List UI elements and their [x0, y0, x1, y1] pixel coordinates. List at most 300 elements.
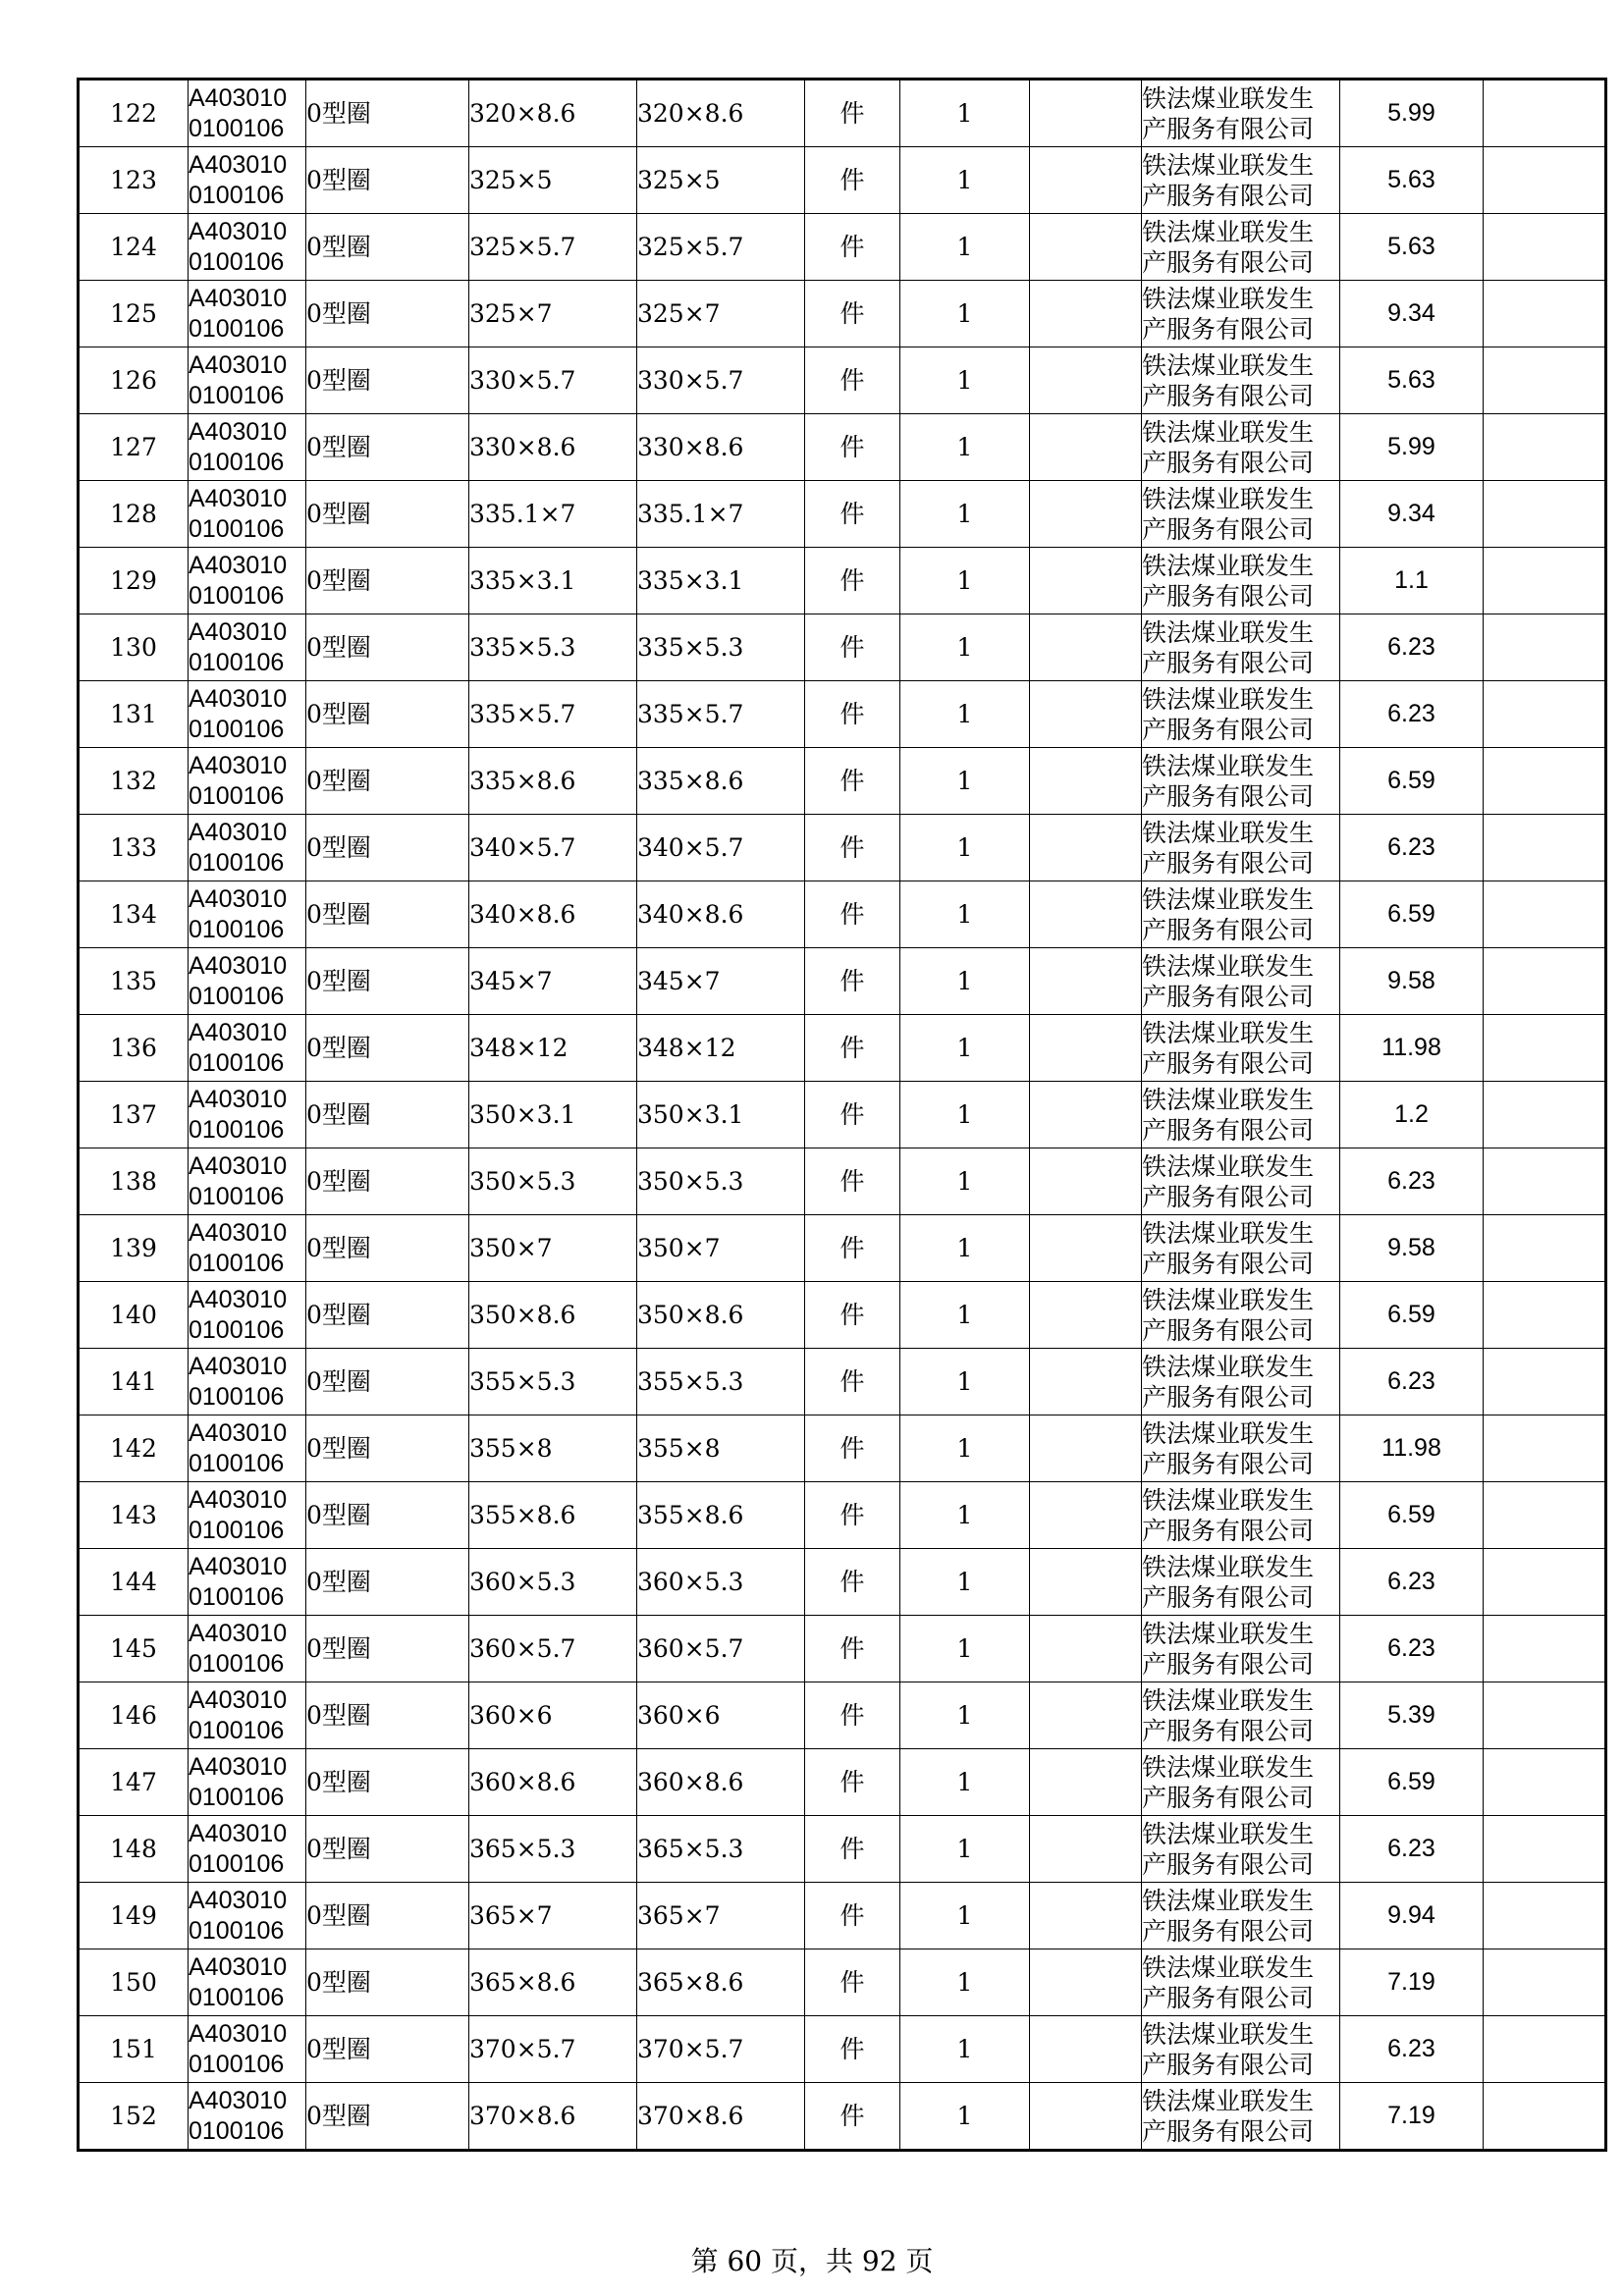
cell-material-code	[189, 614, 306, 681]
cell-item-name	[306, 1082, 469, 1148]
cell-empty	[1030, 614, 1142, 681]
cell-quantity	[900, 2016, 1030, 2083]
cell-supplier-text: 铁法煤业联发生	[1142, 1218, 1315, 1248]
cell-spec-text: 370×5.7	[469, 2035, 576, 2063]
cell-material-code-text: A403010	[189, 484, 288, 512]
cell-supplier-text: 产服务有限公司	[1142, 915, 1315, 944]
cell-spec	[469, 548, 637, 614]
cell-supplier-text: 铁法煤业联发生	[1142, 617, 1315, 647]
cell-price-text: 6.23	[1387, 1835, 1435, 1862]
cell-price-text: 5.99	[1387, 433, 1435, 460]
cell-supplier-text: 产服务有限公司	[1142, 1582, 1315, 1612]
cell-supplier	[1142, 1349, 1340, 1415]
cell-quantity	[900, 147, 1030, 214]
cell-supplier-text: 产服务有限公司	[1142, 581, 1315, 611]
cell-index-text: 134	[110, 900, 157, 929]
cell-material-code-text: 0100106	[189, 648, 285, 676]
cell-item-name	[306, 948, 469, 1015]
cell-material-code	[189, 548, 306, 614]
table-row	[79, 748, 1606, 815]
cell-material-code	[189, 1015, 306, 1082]
cell-supplier-text: 产服务有限公司	[1142, 1449, 1315, 1478]
cell-unit-text: 件	[839, 500, 865, 528]
cell-model	[637, 1015, 805, 1082]
cell-item-name-text: 0型圈	[306, 1434, 371, 1463]
cell-quantity-text: 1	[956, 299, 973, 328]
cell-spec	[469, 2083, 637, 2151]
cell-spec	[469, 80, 637, 147]
cell-supplier-text: 铁法煤业联发生	[1142, 150, 1315, 180]
cell-supplier-text: 产服务有限公司	[1142, 1849, 1315, 1879]
cell-material-code-text: 0100106	[189, 1582, 285, 1611]
cell-unit-text: 件	[839, 767, 865, 795]
cell-remark	[1484, 681, 1606, 748]
cell-item-name	[306, 681, 469, 748]
cell-empty	[1030, 815, 1142, 881]
cell-empty	[1030, 1082, 1142, 1148]
cell-material-code-text: A403010	[189, 1552, 288, 1580]
cell-material-code-text: 0100106	[189, 448, 285, 476]
cell-model-text: 320×8.6	[637, 99, 744, 128]
cell-index	[79, 1215, 189, 1282]
cell-material-code-text: 0100106	[189, 1449, 285, 1477]
cell-material-code-text: 0100106	[189, 1916, 285, 1945]
cell-supplier-text: 铁法煤业联发生	[1142, 1552, 1315, 1581]
cell-item-name-text: 0型圈	[306, 299, 371, 328]
cell-material-code-text: A403010	[189, 83, 288, 112]
cell-quantity-text: 1	[956, 433, 973, 461]
cell-spec-text: 330×5.7	[469, 366, 576, 395]
cell-quantity-text: 1	[956, 1034, 973, 1062]
cell-material-code	[189, 1682, 306, 1749]
cell-item-name	[306, 748, 469, 815]
cell-empty	[1030, 1349, 1142, 1415]
cell-supplier	[1142, 1482, 1340, 1549]
cell-quantity-text: 1	[956, 767, 973, 795]
cell-model	[637, 815, 805, 881]
cell-material-code	[189, 347, 306, 414]
cell-quantity	[900, 1749, 1030, 1816]
cell-index	[79, 1148, 189, 1215]
cell-material-code-text: 0100106	[189, 1983, 285, 2011]
cell-price	[1340, 214, 1484, 281]
cell-supplier	[1142, 1415, 1340, 1482]
cell-index-text: 127	[110, 433, 157, 461]
table-row	[79, 1349, 1606, 1415]
cell-model-text: 370×8.6	[637, 2102, 744, 2130]
cell-material-code	[189, 214, 306, 281]
cell-quantity	[900, 681, 1030, 748]
cell-model	[637, 1549, 805, 1616]
cell-item-name-text: 0型圈	[306, 833, 371, 862]
cell-unit	[805, 281, 900, 347]
cell-model	[637, 748, 805, 815]
cell-remark	[1484, 414, 1606, 481]
cell-unit-text: 件	[839, 1234, 865, 1262]
cell-spec	[469, 347, 637, 414]
cell-model	[637, 681, 805, 748]
table-row	[79, 2016, 1606, 2083]
table-row	[79, 1415, 1606, 1482]
cell-index	[79, 481, 189, 548]
cell-price	[1340, 1682, 1484, 1749]
cell-supplier-text: 产服务有限公司	[1142, 247, 1315, 277]
cell-price	[1340, 281, 1484, 347]
cell-empty	[1030, 748, 1142, 815]
cell-index	[79, 1616, 189, 1682]
cell-price-text: 9.58	[1387, 1234, 1435, 1261]
cell-item-name	[306, 1015, 469, 1082]
cell-supplier-text: 产服务有限公司	[1142, 1182, 1315, 1211]
cell-material-code	[189, 1482, 306, 1549]
cell-material-code-text: 0100106	[189, 1048, 285, 1077]
cell-supplier-text: 铁法煤业联发生	[1142, 951, 1315, 981]
cell-spec	[469, 2016, 637, 2083]
cell-supplier-text: 铁法煤业联发生	[1142, 1752, 1315, 1782]
table-row	[79, 815, 1606, 881]
cell-unit	[805, 2083, 900, 2151]
cell-item-name-text: 0型圈	[306, 366, 371, 395]
cell-model	[637, 1682, 805, 1749]
cell-supplier-text: 产服务有限公司	[1142, 1516, 1315, 1545]
cell-quantity-text: 1	[956, 1434, 973, 1463]
cell-supplier-text: 产服务有限公司	[1142, 2116, 1315, 2146]
cell-model-text: 360×6	[637, 1701, 721, 1730]
cell-price-text: 7.19	[1387, 1968, 1435, 1996]
cell-remark	[1484, 1082, 1606, 1148]
cell-supplier	[1142, 1883, 1340, 1949]
table-row	[79, 1816, 1606, 1883]
cell-spec	[469, 881, 637, 948]
cell-supplier-text: 产服务有限公司	[1142, 715, 1315, 744]
cell-supplier	[1142, 881, 1340, 948]
cell-quantity	[900, 1215, 1030, 1282]
cell-quantity	[900, 548, 1030, 614]
cell-model-text: 365×8.6	[637, 1968, 744, 1997]
cell-remark	[1484, 881, 1606, 948]
cell-supplier-text: 产服务有限公司	[1142, 1115, 1315, 1145]
cell-remark	[1484, 1415, 1606, 1482]
cell-item-name	[306, 2083, 469, 2151]
cell-index-text: 152	[110, 2102, 157, 2130]
cell-quantity-text: 1	[956, 1301, 973, 1329]
cell-price-text: 1.2	[1394, 1100, 1429, 1128]
cell-item-name	[306, 881, 469, 948]
cell-empty	[1030, 1749, 1142, 1816]
cell-model	[637, 1749, 805, 1816]
cell-material-code-text: 0100106	[189, 1516, 285, 1544]
cell-supplier-text: 产服务有限公司	[1142, 1249, 1315, 1278]
cell-supplier	[1142, 1616, 1340, 1682]
cell-unit-text: 件	[839, 967, 865, 995]
cell-item-name	[306, 1616, 469, 1682]
cell-quantity	[900, 1816, 1030, 1883]
cell-spec-text: 335×5.7	[469, 700, 576, 728]
cell-index-text: 126	[110, 366, 157, 395]
cell-item-name-text: 0型圈	[306, 1167, 371, 1196]
cell-supplier-text: 铁法煤业联发生	[1142, 484, 1315, 513]
cell-model-text: 340×8.6	[637, 900, 744, 929]
cell-spec	[469, 1282, 637, 1349]
cell-material-code-text: 0100106	[189, 581, 285, 610]
cell-spec-text: 325×5.7	[469, 233, 576, 261]
cell-spec-text: 335×3.1	[469, 566, 576, 595]
cell-item-name-text: 0型圈	[306, 566, 371, 595]
cell-price	[1340, 347, 1484, 414]
cell-material-code-text: 0100106	[189, 2050, 285, 2078]
cell-quantity	[900, 214, 1030, 281]
cell-material-code-text: A403010	[189, 350, 288, 379]
cell-material-code-text: A403010	[189, 417, 288, 446]
cell-index	[79, 1949, 189, 2016]
cell-model	[637, 80, 805, 147]
cell-model-text: 345×7	[637, 967, 721, 995]
cell-price-text: 5.99	[1387, 99, 1435, 127]
cell-supplier	[1142, 414, 1340, 481]
cell-unit-text: 件	[839, 1034, 865, 1062]
cell-index-text: 143	[110, 1501, 157, 1529]
cell-spec-text: 345×7	[469, 967, 553, 995]
cell-supplier	[1142, 614, 1340, 681]
cell-supplier	[1142, 1282, 1340, 1349]
cell-index	[79, 2083, 189, 2151]
cell-spec	[469, 1749, 637, 1816]
table-row	[79, 881, 1606, 948]
cell-supplier-text: 铁法煤业联发生	[1142, 350, 1315, 380]
cell-supplier-text: 产服务有限公司	[1142, 381, 1315, 410]
cell-material-code-text: A403010	[189, 1752, 288, 1781]
cell-spec	[469, 1349, 637, 1415]
cell-unit-text: 件	[839, 1167, 865, 1196]
cell-empty	[1030, 1215, 1142, 1282]
cell-model-text: 365×5.3	[637, 1835, 744, 1863]
table-row	[79, 2083, 1606, 2151]
cell-material-code-text: A403010	[189, 150, 288, 179]
cell-supplier	[1142, 80, 1340, 147]
cell-spec-text: 330×8.6	[469, 433, 576, 461]
cell-price-text: 11.98	[1381, 1434, 1441, 1462]
cell-material-code-text: A403010	[189, 1952, 288, 1981]
cell-model	[637, 614, 805, 681]
cell-quantity	[900, 1349, 1030, 1415]
cell-material-code-text: 0100106	[189, 1783, 285, 1811]
cell-spec-text: 365×5.3	[469, 1835, 576, 1863]
cell-supplier	[1142, 1215, 1340, 1282]
cell-remark	[1484, 2016, 1606, 2083]
cell-spec-text: 335×8.6	[469, 767, 576, 795]
cell-unit	[805, 214, 900, 281]
cell-unit	[805, 414, 900, 481]
cell-unit-text: 件	[839, 366, 865, 395]
cell-unit	[805, 2016, 900, 2083]
cell-unit	[805, 1148, 900, 1215]
cell-model-text: 340×5.7	[637, 833, 744, 862]
cell-material-code-text: A403010	[189, 1418, 288, 1447]
cell-price	[1340, 414, 1484, 481]
cell-spec	[469, 214, 637, 281]
cell-material-code	[189, 1749, 306, 1816]
cell-price-text: 6.59	[1387, 767, 1435, 794]
cell-price-text: 5.63	[1387, 233, 1435, 260]
cell-spec	[469, 1883, 637, 1949]
cell-unit-text: 件	[839, 1901, 865, 1930]
table-row	[79, 548, 1606, 614]
cell-material-code-text: 0100106	[189, 314, 285, 343]
cell-item-name-text: 0型圈	[306, 433, 371, 461]
cell-model-text: 330×5.7	[637, 366, 744, 395]
cell-empty	[1030, 1616, 1142, 1682]
cell-price	[1340, 1549, 1484, 1616]
cell-supplier	[1142, 681, 1340, 748]
cell-material-code-text: 0100106	[189, 1249, 285, 1277]
cell-material-code-text: A403010	[189, 284, 288, 312]
cell-unit-text: 件	[839, 1301, 865, 1329]
cell-model-text: 335×5.7	[637, 700, 744, 728]
cell-model	[637, 2083, 805, 2151]
cell-quantity	[900, 414, 1030, 481]
cell-supplier-text: 产服务有限公司	[1142, 314, 1315, 344]
cell-quantity-text: 1	[956, 833, 973, 862]
cell-item-name	[306, 1682, 469, 1749]
cell-remark	[1484, 347, 1606, 414]
cell-price	[1340, 1349, 1484, 1415]
cell-unit-text: 件	[839, 1768, 865, 1796]
cell-unit	[805, 1682, 900, 1749]
cell-unit-text: 件	[839, 700, 865, 728]
cell-remark	[1484, 1749, 1606, 1816]
cell-quantity-text: 1	[956, 99, 973, 128]
cell-unit	[805, 481, 900, 548]
cell-index	[79, 548, 189, 614]
cell-material-code-text: A403010	[189, 884, 288, 913]
cell-supplier	[1142, 1816, 1340, 1883]
cell-item-name-text: 0型圈	[306, 1034, 371, 1062]
cell-model	[637, 2016, 805, 2083]
cell-supplier-text: 铁法煤业联发生	[1142, 1819, 1315, 1848]
cell-index-text: 149	[110, 1901, 157, 1930]
cell-supplier-text: 产服务有限公司	[1142, 1048, 1315, 1078]
cell-material-code-text: A403010	[189, 1218, 288, 1247]
cell-spec	[469, 1415, 637, 1482]
cell-supplier-text: 铁法煤业联发生	[1142, 1619, 1315, 1648]
cell-empty	[1030, 481, 1142, 548]
cell-material-code-text: A403010	[189, 2086, 288, 2114]
cell-material-code	[189, 481, 306, 548]
cell-quantity	[900, 1949, 1030, 2016]
cell-spec	[469, 1816, 637, 1883]
cell-item-name-text: 0型圈	[306, 900, 371, 929]
cell-item-name	[306, 214, 469, 281]
cell-model	[637, 1148, 805, 1215]
cell-item-name	[306, 1816, 469, 1883]
cell-price	[1340, 1482, 1484, 1549]
cell-spec-text: 350×8.6	[469, 1301, 576, 1329]
cell-unit	[805, 881, 900, 948]
cell-remark	[1484, 614, 1606, 681]
cell-spec	[469, 1949, 637, 2016]
cell-material-code	[189, 748, 306, 815]
cell-model-text: 360×5.7	[637, 1634, 744, 1663]
table-row	[79, 1148, 1606, 1215]
cell-unit-text: 件	[839, 900, 865, 929]
cell-empty	[1030, 1415, 1142, 1482]
cell-item-name-text: 0型圈	[306, 1301, 371, 1329]
cell-quantity	[900, 948, 1030, 1015]
cell-model	[637, 1215, 805, 1282]
cell-supplier	[1142, 1015, 1340, 1082]
cell-spec-text: 350×3.1	[469, 1100, 576, 1129]
cell-remark	[1484, 948, 1606, 1015]
cell-item-name-text: 0型圈	[306, 1835, 371, 1863]
cell-material-code-text: 0100106	[189, 381, 285, 409]
cell-empty	[1030, 1883, 1142, 1949]
cell-quantity	[900, 815, 1030, 881]
cell-material-code	[189, 2083, 306, 2151]
table-row	[79, 1883, 1606, 1949]
cell-model-text: 350×5.3	[637, 1167, 744, 1196]
cell-item-name-text: 0型圈	[306, 1768, 371, 1796]
cell-unit	[805, 948, 900, 1015]
cell-price-text: 9.94	[1387, 1901, 1435, 1929]
table-row	[79, 1682, 1606, 1749]
cell-spec-text: 340×8.6	[469, 900, 576, 929]
cell-unit	[805, 80, 900, 147]
cell-unit	[805, 1549, 900, 1616]
page-footer: 第 60 页，共 92 页	[690, 2245, 934, 2277]
cell-index-text: 144	[110, 1568, 157, 1596]
cell-material-code-text: A403010	[189, 1151, 288, 1180]
cell-model	[637, 1816, 805, 1883]
cell-spec	[469, 1682, 637, 1749]
cell-index	[79, 414, 189, 481]
cell-material-code-text: A403010	[189, 1285, 288, 1313]
cell-price	[1340, 1215, 1484, 1282]
cell-model-text: 325×5	[637, 166, 721, 194]
cell-price-text: 5.63	[1387, 366, 1435, 394]
cell-price-text: 1.1	[1394, 566, 1429, 594]
cell-remark	[1484, 1015, 1606, 1082]
cell-remark	[1484, 1215, 1606, 1282]
table-row	[79, 281, 1606, 347]
cell-price-text: 7.19	[1387, 2102, 1435, 2129]
cell-material-code-text: A403010	[189, 1619, 288, 1647]
cell-supplier-text: 产服务有限公司	[1142, 781, 1315, 811]
cell-spec-text: 355×5.3	[469, 1367, 576, 1396]
cell-price-text: 6.59	[1387, 1301, 1435, 1328]
cell-index-text: 135	[110, 967, 157, 995]
cell-empty	[1030, 214, 1142, 281]
cell-supplier-text: 铁法煤业联发生	[1142, 284, 1315, 313]
table-row	[79, 1482, 1606, 1549]
cell-unit-text: 件	[839, 633, 865, 662]
cell-model-text: 370×5.7	[637, 2035, 744, 2063]
cell-model	[637, 1415, 805, 1482]
cell-unit	[805, 1349, 900, 1415]
cell-index-text: 124	[110, 233, 157, 261]
table-row	[79, 614, 1606, 681]
cell-item-name	[306, 347, 469, 414]
cell-empty	[1030, 347, 1142, 414]
cell-model-text: 348×12	[637, 1034, 736, 1062]
table-row	[79, 948, 1606, 1015]
cell-index-text: 131	[110, 700, 157, 728]
cell-spec-text: 360×5.3	[469, 1568, 576, 1596]
table-row	[79, 481, 1606, 548]
cell-item-name	[306, 147, 469, 214]
cell-price-text: 5.63	[1387, 166, 1435, 193]
price-table	[77, 78, 1607, 2152]
cell-supplier-text: 产服务有限公司	[1142, 648, 1315, 677]
